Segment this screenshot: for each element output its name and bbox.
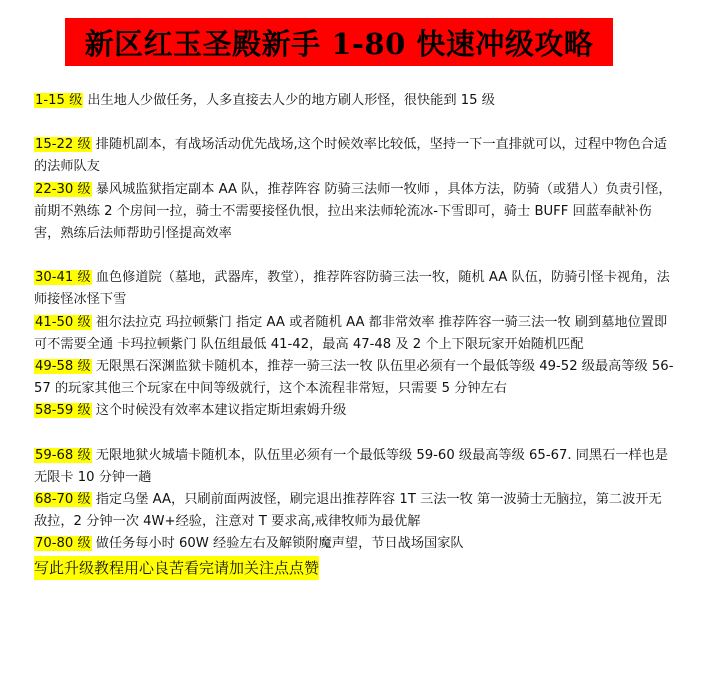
guide-entry-30-41 xyxy=(34,267,674,311)
guide-entry-49-58 xyxy=(34,356,674,400)
guide-entry-41-50 xyxy=(34,312,674,356)
guide-entry-59-68 xyxy=(34,445,674,489)
level-badge: 1-15 级 xyxy=(35,93,83,108)
entry-text: 无限地狱火城墙卡随机本，队伍里必须有一个最低等级 59-60 级最高等级 65-67. 同黑石一样也是无限卡 10 分钟一趟 xyxy=(34,447,669,485)
entry-text: 血色修道院（墓地，武器库，教堂），推荐阵容防骑三法一牧，随机 AA 队伍，防骑引怪卡视角，法师接怪冰怪下雪 xyxy=(34,270,670,308)
entry-text: 祖尔法拉克 玛拉顿紫门 指定 AA 或者随机 AA 都非常效率 推荐阵容一骑三法一牧 刷到墓地位置即可不需要全通 卡玛拉顿紫门 队伍组最低 41-42，最高 47-48 及 2 个上下限玩家开始随机匹配 xyxy=(34,314,668,352)
entry-text: 做任务每小时 60W 经验左右及解锁附魔声望，节日战场国家队 xyxy=(95,536,464,552)
spacer xyxy=(34,245,674,267)
guide-entry-1-15 xyxy=(34,90,674,112)
level-badge: 15-22 级 xyxy=(35,137,91,153)
entry-text: 排随机副本，有战场活动优先战场,这个时候效率比较低，坚持一下一直排就可以，过程中物色合适的法师队友 xyxy=(34,137,667,175)
footer-note: 写此升级教程用心良苦看完请加关注点点赞 xyxy=(34,556,319,580)
level-badge: 30-41 级 xyxy=(35,270,91,286)
level-badge: 41-50 级 xyxy=(35,314,91,330)
level-badge: 22-30 级 xyxy=(35,181,91,197)
level-badge: 59-68 级 xyxy=(35,447,91,463)
entry-text: 这个时候没有效率本建议指定斯坦索姆升级 xyxy=(95,403,347,419)
entry-text: 暴风城监狱指定副本 AA 队，推荐阵容 防骑三法师一牧师 ，具体方法，防骑（或猎人）负责引怪，前期不熟练 2 个房间一拉，骑士不需要接怪仇恨，拉出来法师轮流冰-下雪即可，骑士 BUFF 回蓝奉献补伤害，熟练后法师帮助引怪提高效率 xyxy=(34,181,672,242)
spacer xyxy=(34,112,674,134)
level-badge: 58-59 级 xyxy=(35,403,91,419)
guide-content xyxy=(34,90,674,581)
level-badge: 70-80 级 xyxy=(35,536,91,552)
entry-text: 出生地人少做任务，人多直接去人少的地方刷人形怪，很快能到 15 级 xyxy=(87,93,495,108)
title-banner xyxy=(65,18,613,66)
guide-entry-15-22 xyxy=(34,134,674,178)
guide-entry-22-30 xyxy=(34,179,674,246)
level-badge: 49-58 级 xyxy=(35,359,91,375)
entry-text: 指定乌堡 AA，只刷前面两波怪，刷完退出推荐阵容 1T 三法一牧 第一波骑士无脑拉，第二波开无敌拉，2 分钟一次 4W+经验，注意对 T 要求高,戒律牧师为最优解 xyxy=(34,492,662,530)
level-badge: 68-70 级 xyxy=(35,492,91,508)
guide-entry-58-59 xyxy=(34,400,674,422)
guide-entry-70-80 xyxy=(34,533,674,555)
guide-entry-68-70 xyxy=(34,489,674,533)
page-title: 新区红玉圣殿新手 1-80 快速冲级攻略 xyxy=(84,26,594,61)
entry-text: 无限黑石深渊监狱卡随机本，推荐一骑三法一牧 队伍里必须有一个最低等级 49-52 级最高等级 56-57 的玩家其他三个玩家在中间等级就行，这个本流程非常短，只需要 5 分钟左右 xyxy=(34,359,674,397)
spacer xyxy=(34,423,674,445)
